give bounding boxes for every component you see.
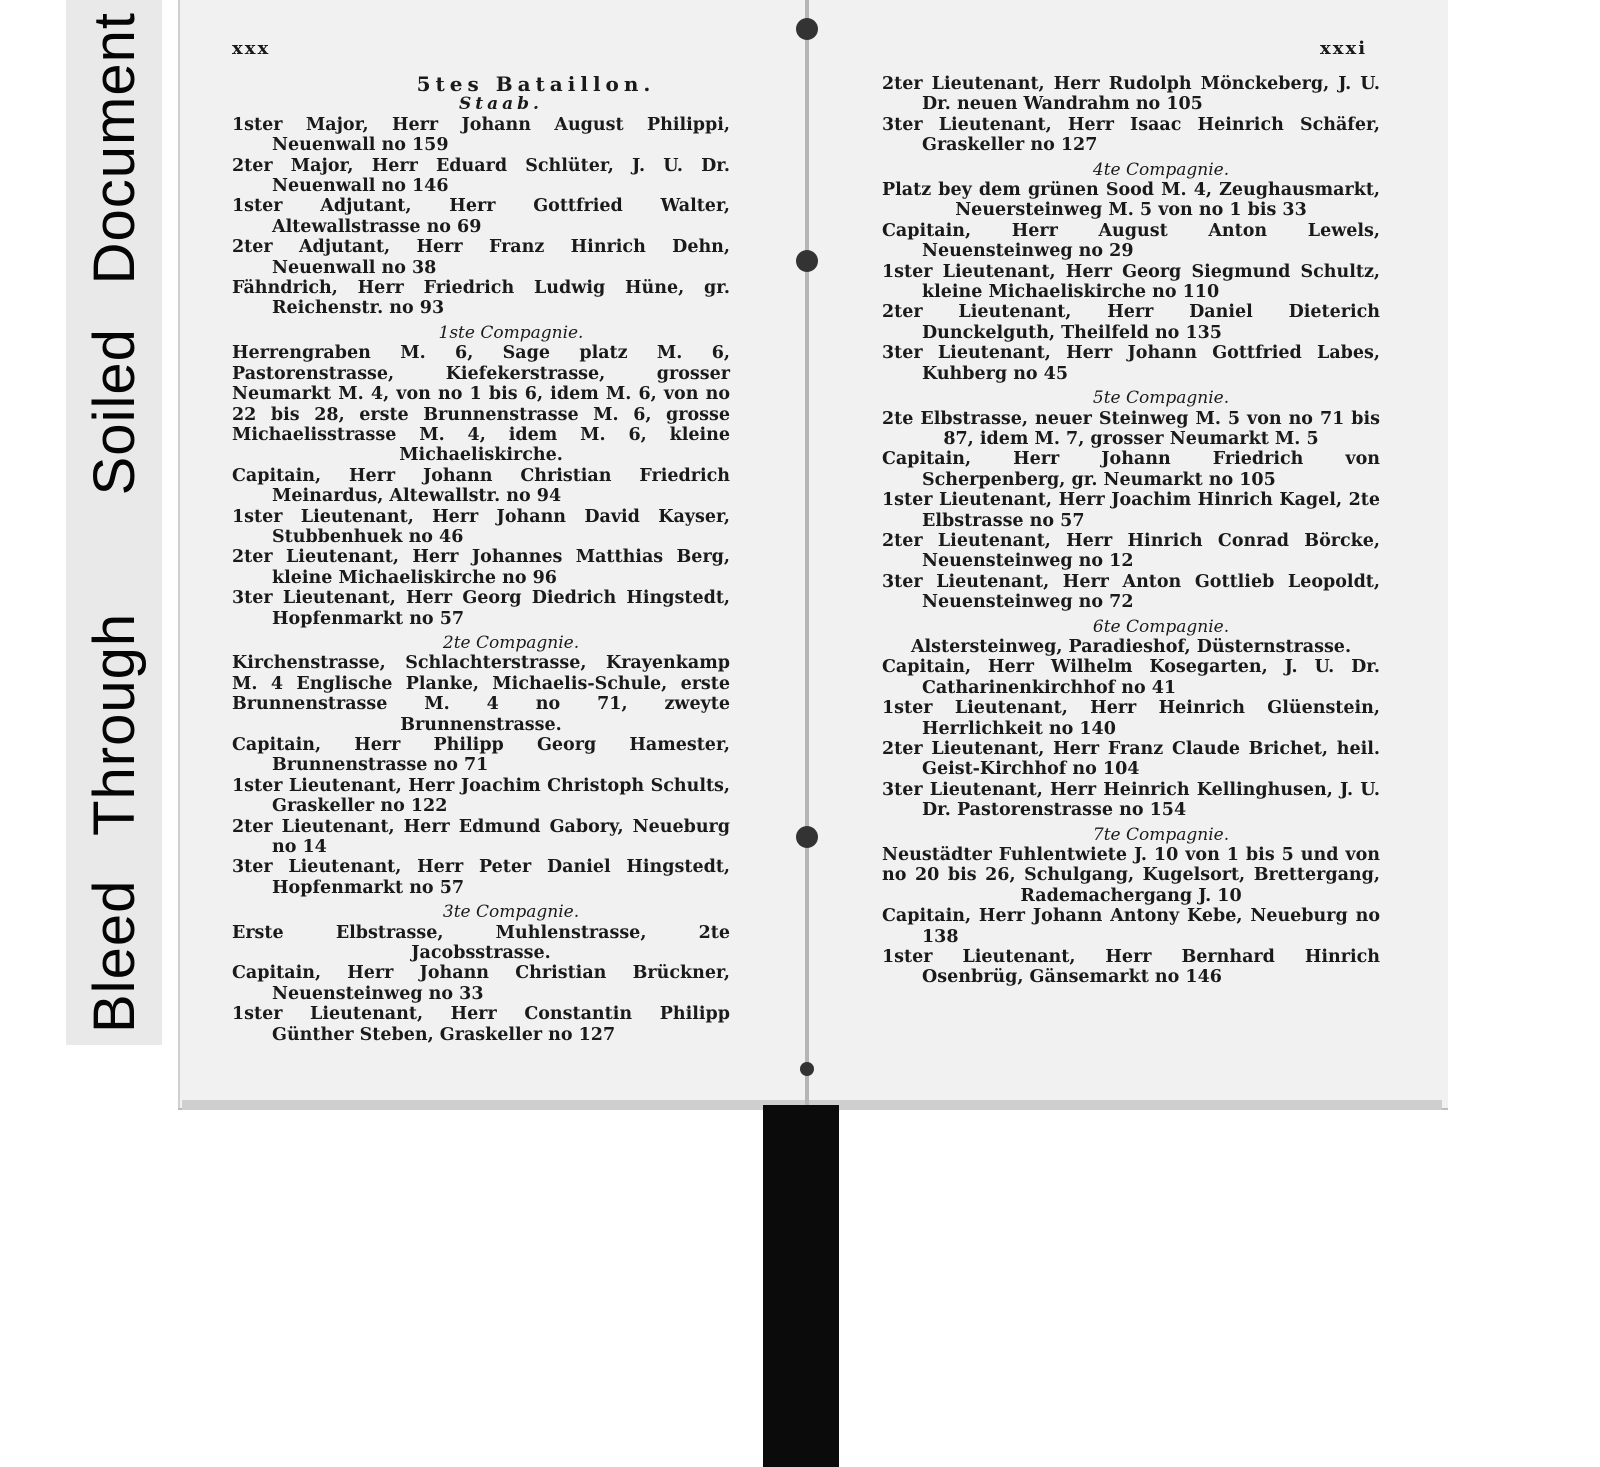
company-heading: 1ste Compagnie. [438,322,584,343]
roster-entry: 1ster Lieutenant, Herr Joachim Christoph Schults, Graskeller no 122 [232,775,730,817]
company-district: Neustädter Fuhlentwiete J. 10 von 1 bis 5 und von no 20 bis 26, Schulgang, Kugelsort, Brettergang, Rademachergang J. 10 [882,845,1380,906]
roster-entry: 2ter Major, Herr Eduard Schlüter, J. U. Dr. Neuenwall no 146 [232,155,730,197]
roster-entry: Capitain, Herr August Anton Lewels, Neuensteinweg no 29 [882,220,1380,262]
roster-entry: 1ster Lieutenant, Herr Heinrich Glüenstein, Herrlichkeit no 140 [882,698,1380,739]
roster-entry: 3ter Lieutenant, Herr Peter Daniel Hingstedt, Hopfenmarkt no 57 [232,857,730,898]
company-heading: 7te Compagnie. [1092,824,1230,845]
company-heading: 2te Compagnie. [442,632,580,653]
roster-entry: Capitain, Herr Johann Christian Brückner, Neuensteinweg no 33 [232,963,730,1004]
company-district: Alstersteinweg, Paradieshof, Düsternstrasse. [910,636,1352,657]
company-heading: 4te Compagnie. [1092,159,1230,180]
company-district: Erste Elbstrasse, Muhlenstrasse, 2te Jacobsstrasse. [232,922,730,964]
roster-entry: 1ster Adjutant, Herr Gottfried Walter, Altewallstrasse no 69 [232,196,730,237]
archive-label [66,0,162,1045]
roster-entry: 2ter Lieutenant, Herr Daniel Dieterich Dunckelguth, Theilfeld no 135 [882,302,1380,343]
roster-entry: Capitain, Herr Johann Christian Friedrich Meinardus, Altewallstr. no 94 [232,465,730,507]
roster-entry: 2ter Lieutenant, Herr Hinrich Conrad Börcke, Neuensteinweg no 12 [882,530,1380,572]
binding-thread-mark [796,826,818,848]
left-page [232,30,730,1045]
binding-thread-mark [796,250,818,272]
company-heading: 6te Compagnie. [1092,616,1230,637]
roster-entry: 3ter Lieutenant, Herr Anton Gottlieb Leopoldt, Neuensteinweg no 72 [882,571,1380,613]
right-page [882,30,1380,988]
roster-entry: Capitain, Herr Johann Friedrich von Scherpenberg, gr. Neumarkt no 105 [882,449,1380,490]
binding-thread-mark [800,1062,814,1076]
roster-entry: 2ter Lieutenant, Herr Rudolph Mönckeberg, J. U. Dr. neuen Wandrahm no 105 [882,74,1380,115]
roster-entry: 1ster Major, Herr Johann August Philippi, Neuenwall no 159 [232,114,730,156]
label-word-document: Document [81,12,147,285]
label-word-through: Through [81,612,147,836]
company-district: Herrengraben M. 6, Sagе platz M. 6, Pastorenstrasse, Kiefekerstrasse, grosser Neumarkt M. 4, von no 1 bis 6, idem M. 6, von no 22 bis 28, erste Brunnenstrasse M. 6, grosse Michaelisstrasse M. 4, idem M. 6, kleine Michaeliskirche. [232,343,730,466]
battalion-title: 5tes Bataillon. [416,72,656,96]
roster-entry: Capitain, Herr Wilhelm Kosegarten, J. U. Dr. Catharinenkirchhof no 41 [882,657,1380,698]
book-gutter [805,0,809,1105]
page-number-right: xxxi [1320,38,1368,59]
roster-entry: 2ter Adjutant, Herr Franz Hinrich Dehn, Neuenwall no 38 [232,237,730,278]
roster-entry: Fähndrich, Herr Friedrich Ludwig Hüne, gr. Reichenstr. no 93 [232,278,730,319]
roster-entry: Capitain, Herr Philipp Georg Hamester, Brunnenstrasse no 71 [232,735,730,776]
roster-entry: 1ster Lieutenant, Herr Constantin Philipp Günther Steben, Graskeller no 127 [232,1004,730,1045]
roster-entry: 2ter Lieutenant, Herr Johannes Matthias Berg, kleine Michaeliskirche no 96 [232,547,730,588]
company-district: 2te Elbstrasse, neuer Steinweg M. 5 von no 71 bis 87, idem M. 7, grosser Neumarkt M. 5 [882,408,1380,449]
label-word-bleed: Bleed [81,879,147,1033]
roster-entry: Capitain, Herr Johann Antony Kebe, Neueburg no 138 [882,906,1380,947]
binding-thread-mark [796,18,818,40]
page-number-left: xxx [232,38,271,59]
roster-entry: 3ter Lieutenant, Herr Johann Gottfried Labes, Kuhberg no 45 [882,343,1380,384]
roster-entry: 3ter Lieutenant, Herr Heinrich Kellinghusen, J. U. Dr. Pastorenstrasse no 154 [882,779,1380,821]
roster-entry: 3ter Lieutenant, Herr Georg Diedrich Hingstedt, Hopfenmarkt no 57 [232,588,730,629]
roster-entry: 1ster Lieutenant, Herr Georg Siegmund Schultz, kleine Michaeliskirche no 110 [882,261,1380,303]
company-district: Platz bey dem grünen Sood M. 4, Zeughausmarkt, Neuersteinweg M. 5 von no 1 bis 33 [882,180,1380,221]
roster-entry: 1ster Lieutenant, Herr Bernhard Hinrich Osenbrüg, Gänsemarkt no 146 [882,947,1380,988]
staff-heading: Staab. [459,94,543,115]
roster-entry: 1ster Lieutenant, Herr Joachim Hinrich Kagel, 2te Elbstrasse no 57 [882,490,1380,531]
company-district: Kirchenstrasse, Schlachterstrasse, Krayenkamp M. 4 Englische Planke, Michaelis-Schule, erste Brunnenstrasse M. 4 no 71, zweyte Brunnenstrasse. [232,653,730,735]
company-heading: 3te Compagnie. [442,902,580,923]
archive-label-text [66,0,162,1045]
label-word-soiled: Soiled [81,328,147,496]
roster-entry: 1ster Lieutenant, Herr Johann David Kayser, Stubbenhuek no 46 [232,506,730,547]
roster-entry: 3ter Lieutenant, Herr Isaac Heinrich Schäfer, Graskeller no 127 [882,114,1380,156]
roster-entry: 2ter Lieutenant, Herr Franz Claude Brichet, heil. Geist-Kirchhof no 104 [882,739,1380,780]
company-heading: 5te Compagnie. [1092,388,1230,409]
bookmark-ribbon [763,1105,839,1467]
roster-entry: 2ter Lieutenant, Herr Edmund Gabory, Neueburg no 14 [232,816,730,858]
